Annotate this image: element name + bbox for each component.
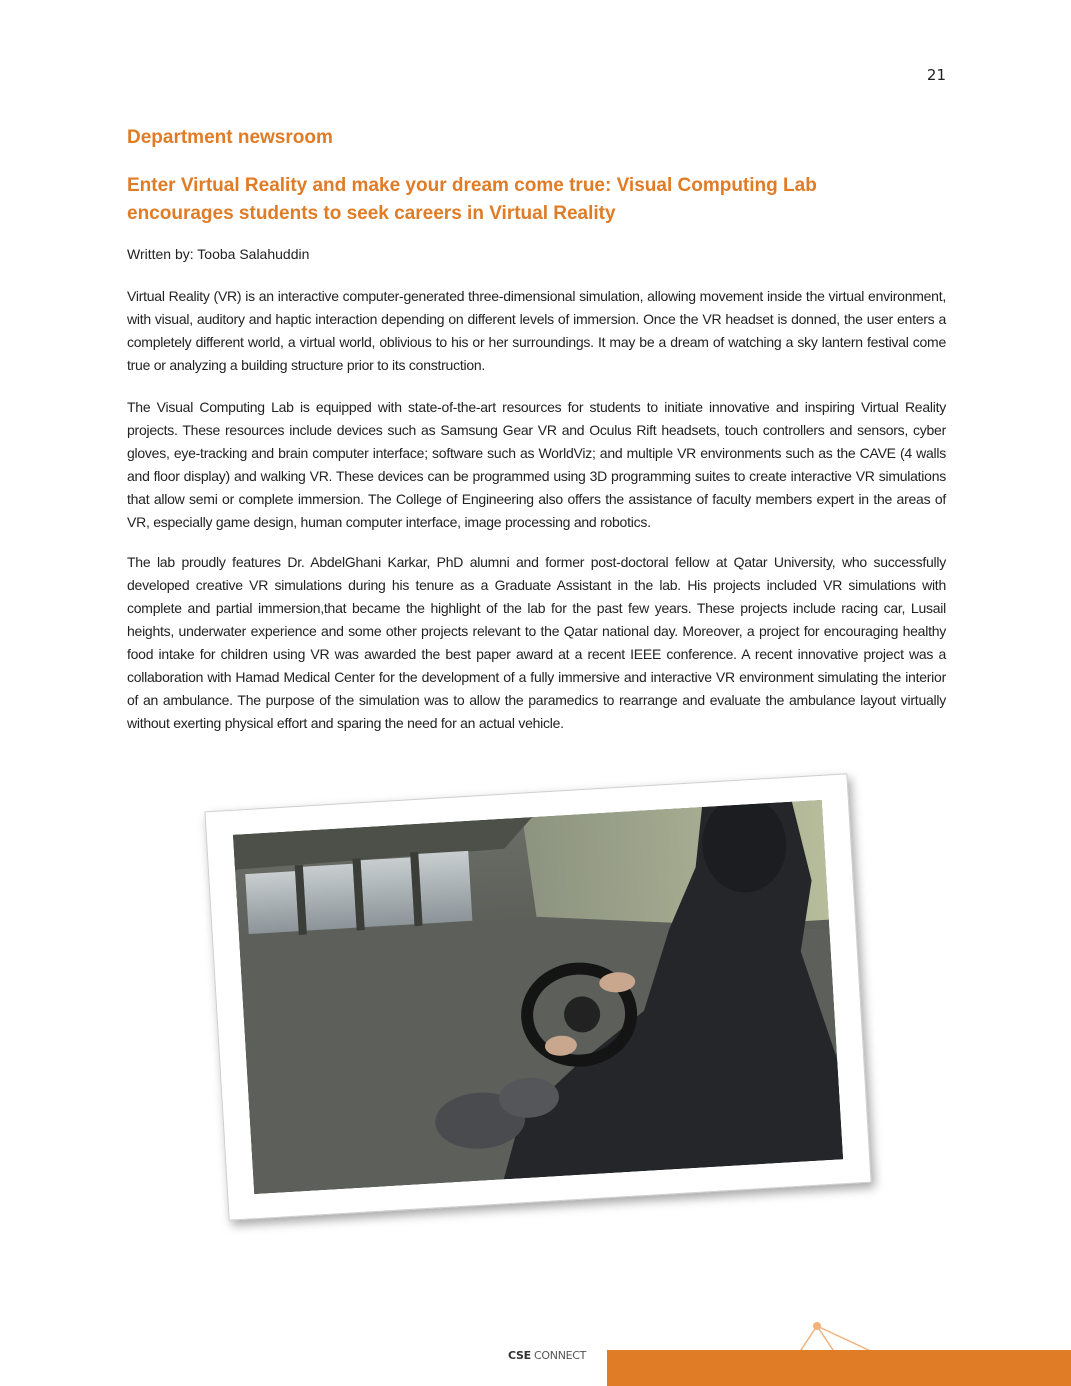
- article-byline: Written by: Tooba Salahuddin: [127, 246, 310, 262]
- section-title: Department newsroom: [127, 127, 333, 148]
- article-paragraph: Virtual Reality (VR) is an interactive computer-generated three-dimensional simulation, allowing movement inside the virtual environment, with visual, auditory and haptic interaction depending on different levels of immersion. Once the VR headset is donned, the user enters a completely different world, a virtual world, oblivious to his or her surroundings. It may be a dream of watching a sky lantern festival come true or analyzing a building structure prior to its construction.: [127, 288, 946, 373]
- footer-brand-bold: CSE: [508, 1349, 531, 1362]
- article-headline: Enter Virtual Reality and make your dream come true: Visual Computing Lab encourages students to seek careers in Virtual Reality: [127, 175, 817, 224]
- page-number: 21: [926, 66, 946, 84]
- article-paragraph: The Visual Computing Lab is equipped with state-of-the-art resources for students to initiate innovative and inspiring Virtual Reality projects. These resources include devices such as Samsung Gear VR and Oculus Rift headsets, touch controllers and sensors, cyber gloves, eye-tracking and brain computer interface; software such as WorldViz; and multiple VR environments such as the CAVE (4 walls and floor display) and walking VR. These devices can be programmed using 3D programming suites to create interactive VR simulations that allow semi or complete immersion. The College of Engineering also offers the assistance of faculty members expert in the areas of VR, especially game design, human computer interface, image processing and robotics.: [127, 399, 946, 530]
- photo-frame: [204, 773, 871, 1220]
- footer-band: [607, 1350, 1071, 1386]
- footer-brand-light: CONNECT: [530, 1349, 587, 1362]
- vr-cave-photo: [233, 800, 843, 1194]
- article-paragraph: The lab proudly features Dr. AbdelGhani Karkar, PhD alumni and former post-doctoral fellow at Qatar University, who successfully developed creative VR simulations during his tenure as a Graduate Assistant in the lab. His projects included VR simulations with complete and partial immersion,that became the highlight of the lab for the past few years. These projects include racing car, Lusail heights, underwater experience and some other projects relevant to the Qatar national day. Moreover, a project for encouraging healthy food intake for children using VR was awarded the best paper award at a recent IEEE conference. A recent innovative project was a collaboration with Hamad Medical Center for the development of a fully immersive and interactive VR environment simulating the interior of an ambulance. The purpose of the simulation was to allow the paramedics to rearrange and evaluate the ambulance layout virtually without exerting physical effort and sparing the need for an actual vehicle.: [127, 554, 946, 731]
- footer-brand: [508, 1349, 586, 1362]
